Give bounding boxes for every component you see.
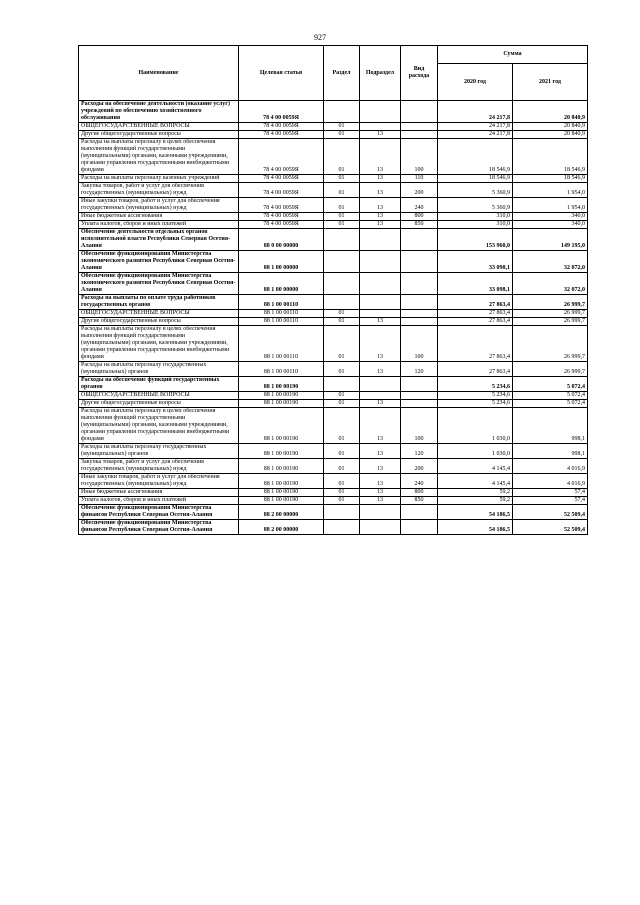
cell-target: 78 4 00 0059Я	[239, 221, 324, 229]
cell-2021: 20 840,9	[513, 123, 588, 131]
cell-name: Другие общегосударственные вопросы	[79, 400, 239, 408]
cell-target: 78 4 00 0059Я	[239, 131, 324, 139]
cell-2021: 57,4	[513, 497, 588, 505]
header-target: Целевая статья	[239, 46, 324, 101]
cell-2020: 4 145,4	[438, 474, 513, 489]
table-row	[79, 123, 588, 131]
cell-section: 01	[324, 362, 360, 377]
cell-2021: 149 195,0	[513, 229, 588, 251]
cell-name: Другие общегосударственные вопросы	[79, 131, 239, 139]
cell-expense-type: 850	[401, 221, 438, 229]
cell-name: Расходы на выплаты персоналу государственных (муниципальных) органов	[79, 362, 239, 377]
cell-target: 78 4 00 0059Я	[239, 213, 324, 221]
cell-name: Расходы на выплаты по оплате труда работников государственных органов	[79, 295, 239, 310]
table-row	[79, 520, 588, 535]
cell-name: Закупка товаров, работ и услуг для обеспечения государственных (муниципальных) нужд	[79, 459, 239, 474]
cell-2020: 27 863,4	[438, 362, 513, 377]
cell-2020: 5 360,9	[438, 183, 513, 198]
cell-section: 01	[324, 318, 360, 326]
cell-2020: 27 863,4	[438, 310, 513, 318]
cell-subsection	[360, 310, 401, 318]
cell-section: 01	[324, 139, 360, 175]
cell-section	[324, 229, 360, 251]
cell-section: 01	[324, 408, 360, 444]
cell-subsection: 13	[360, 183, 401, 198]
header-expense-type: Вид расхода	[401, 46, 438, 101]
cell-target: 88 1 00 00110	[239, 362, 324, 377]
table-body	[79, 101, 588, 535]
cell-name: Расходы на выплаты персоналу в целях обеспечения выполнения функций государственными (муниципальными) органами, казенными учреждениями, органами управления государственными внебюджетными фондами	[79, 326, 239, 362]
cell-2020: 27 863,4	[438, 295, 513, 310]
cell-expense-type	[401, 229, 438, 251]
cell-section: 01	[324, 489, 360, 497]
cell-target: 88 1 00 00000	[239, 273, 324, 295]
table-row	[79, 377, 588, 392]
budget-table	[78, 45, 588, 535]
cell-2020: 18 546,9	[438, 139, 513, 175]
cell-section	[324, 101, 360, 123]
table-row	[79, 198, 588, 213]
cell-subsection: 13	[360, 139, 401, 175]
table-row	[79, 251, 588, 273]
cell-target: 88 1 00 00110	[239, 295, 324, 310]
cell-target: 88 1 00 00190	[239, 408, 324, 444]
cell-expense-type	[401, 400, 438, 408]
cell-section: 01	[324, 459, 360, 474]
header-2021: 2021 год	[513, 64, 588, 101]
cell-expense-type	[401, 251, 438, 273]
cell-name: Обеспечение функционирования Министерства экономического развития Республики Северная Осетия-Алания	[79, 273, 239, 295]
cell-subsection: 13	[360, 489, 401, 497]
cell-target: 88 1 00 00110	[239, 310, 324, 318]
cell-section	[324, 377, 360, 392]
cell-2021: 340,0	[513, 213, 588, 221]
cell-subsection: 13	[360, 459, 401, 474]
table-row	[79, 408, 588, 444]
cell-2020: 33 098,1	[438, 273, 513, 295]
cell-expense-type	[401, 310, 438, 318]
table-row	[79, 213, 588, 221]
table-row	[79, 101, 588, 123]
table-row	[79, 489, 588, 497]
cell-2021: 20 840,9	[513, 131, 588, 139]
cell-subsection: 13	[360, 326, 401, 362]
table-row	[79, 318, 588, 326]
cell-target: 88 2 00 00000	[239, 520, 324, 535]
cell-target: 88 1 00 00190	[239, 444, 324, 459]
cell-section: 01	[324, 497, 360, 505]
cell-2021: 4 016,9	[513, 459, 588, 474]
cell-2020: 153 960,0	[438, 229, 513, 251]
cell-section: 01	[324, 198, 360, 213]
cell-subsection: 13	[360, 408, 401, 444]
cell-expense-type	[401, 318, 438, 326]
cell-target: 88 1 00 00190	[239, 392, 324, 400]
table-row	[79, 229, 588, 251]
cell-expense-type: 240	[401, 198, 438, 213]
cell-expense-type	[401, 505, 438, 520]
cell-2021: 26 999,7	[513, 310, 588, 318]
cell-target: 88 1 00 00000	[239, 251, 324, 273]
cell-subsection: 13	[360, 474, 401, 489]
table-row	[79, 326, 588, 362]
cell-name: Обеспечение функционирования Министерства экономического развития Республики Северная Осетия-Алания	[79, 251, 239, 273]
cell-expense-type	[401, 101, 438, 123]
cell-2020: 54 186,5	[438, 520, 513, 535]
cell-name: Расходы на выплаты персоналу государственных (муниципальных) органов	[79, 444, 239, 459]
cell-2020: 4 145,4	[438, 459, 513, 474]
cell-2020: 27 863,4	[438, 318, 513, 326]
cell-target: 88 1 00 00110	[239, 318, 324, 326]
cell-name: Иные бюджетные ассигнования	[79, 213, 239, 221]
cell-2020: 59,2	[438, 489, 513, 497]
cell-subsection	[360, 377, 401, 392]
cell-subsection	[360, 520, 401, 535]
table-row	[79, 362, 588, 377]
cell-expense-type: 100	[401, 139, 438, 175]
cell-2020: 27 863,4	[438, 326, 513, 362]
cell-section	[324, 520, 360, 535]
cell-section: 01	[324, 213, 360, 221]
cell-name: ОБЩЕГОСУДАРСТВЕННЫЕ ВОПРОСЫ	[79, 123, 239, 131]
cell-name: Обеспечение функционирования Министерства финансов Республики Северная Осетия-Алания	[79, 520, 239, 535]
cell-name: Расходы на обеспечение деятельности (оказание услуг) учреждений по обеспечению хозяйственного обслуживания	[79, 101, 239, 123]
table-row	[79, 295, 588, 310]
cell-2021: 18 546,9	[513, 175, 588, 183]
cell-name: Закупка товаров, работ и услуг для обеспечения государственных (муниципальных) нужд	[79, 183, 239, 198]
cell-target: 88 1 00 00190	[239, 489, 324, 497]
header-name: Наименование	[79, 46, 239, 101]
table-row	[79, 474, 588, 489]
cell-section: 01	[324, 183, 360, 198]
cell-section: 01	[324, 123, 360, 131]
cell-subsection	[360, 251, 401, 273]
cell-section: 01	[324, 326, 360, 362]
cell-target: 78 4 00 0059Я	[239, 198, 324, 213]
cell-expense-type	[401, 520, 438, 535]
cell-2020: 5 360,9	[438, 198, 513, 213]
cell-2021: 1 954,0	[513, 183, 588, 198]
cell-section: 01	[324, 310, 360, 318]
cell-subsection: 13	[360, 497, 401, 505]
cell-2021: 998,1	[513, 444, 588, 459]
cell-name: Уплата налогов, сборов и иных платежей	[79, 221, 239, 229]
cell-subsection	[360, 229, 401, 251]
cell-expense-type: 800	[401, 489, 438, 497]
cell-section	[324, 273, 360, 295]
cell-subsection	[360, 273, 401, 295]
cell-section: 01	[324, 131, 360, 139]
cell-target: 88 0 00 00000	[239, 229, 324, 251]
header-2020: 2020 год	[438, 64, 513, 101]
cell-2021: 26 999,7	[513, 326, 588, 362]
cell-subsection	[360, 101, 401, 123]
cell-section	[324, 505, 360, 520]
cell-2020: 18 546,9	[438, 175, 513, 183]
table-row	[79, 459, 588, 474]
cell-section: 01	[324, 444, 360, 459]
cell-subsection: 13	[360, 400, 401, 408]
cell-2021: 4 016,9	[513, 474, 588, 489]
header-section: Раздел	[324, 46, 360, 101]
cell-2020: 33 098,1	[438, 251, 513, 273]
cell-subsection	[360, 392, 401, 400]
cell-expense-type	[401, 123, 438, 131]
cell-2021: 26 999,7	[513, 318, 588, 326]
cell-expense-type: 110	[401, 175, 438, 183]
cell-name: ОБЩЕГОСУДАРСТВЕННЫЕ ВОПРОСЫ	[79, 310, 239, 318]
cell-target: 78 4 00 0059Я	[239, 183, 324, 198]
table-row	[79, 392, 588, 400]
cell-name: Уплата налогов, сборов и иных платежей	[79, 497, 239, 505]
cell-expense-type: 240	[401, 474, 438, 489]
cell-subsection: 13	[360, 318, 401, 326]
cell-2021: 52 509,4	[513, 520, 588, 535]
cell-target: 88 2 00 00000	[239, 505, 324, 520]
cell-expense-type: 200	[401, 183, 438, 198]
cell-2021: 1 954,0	[513, 198, 588, 213]
cell-target: 78 4 00 0059Я	[239, 123, 324, 131]
header-sum: Сумма	[438, 46, 588, 64]
cell-target: 88 1 00 00190	[239, 377, 324, 392]
cell-name: Обеспечение функционирования Министерства финансов Республики Северная Осетия-Алания	[79, 505, 239, 520]
cell-subsection: 13	[360, 444, 401, 459]
cell-subsection	[360, 295, 401, 310]
cell-name: Другие общегосударственные вопросы	[79, 318, 239, 326]
cell-name: Обеспечение деятельности отдельных органов исполнительной власти Республики Северная Осетия-Алания	[79, 229, 239, 251]
cell-2021: 5 072,4	[513, 400, 588, 408]
cell-expense-type	[401, 273, 438, 295]
cell-subsection: 13	[360, 221, 401, 229]
cell-2020: 24 217,8	[438, 123, 513, 131]
table-row	[79, 444, 588, 459]
table-row	[79, 131, 588, 139]
cell-section: 01	[324, 392, 360, 400]
cell-section: 01	[324, 474, 360, 489]
cell-section: 01	[324, 175, 360, 183]
cell-target: 88 1 00 00190	[239, 459, 324, 474]
cell-name: Расходы на выплаты персоналу казенных учреждений	[79, 175, 239, 183]
cell-2020: 59,2	[438, 497, 513, 505]
cell-target: 78 4 00 0059Я	[239, 175, 324, 183]
cell-expense-type: 100	[401, 408, 438, 444]
cell-section	[324, 251, 360, 273]
table-row	[79, 183, 588, 198]
cell-2020: 5 234,6	[438, 392, 513, 400]
cell-expense-type: 850	[401, 497, 438, 505]
cell-section: 01	[324, 400, 360, 408]
cell-expense-type	[401, 377, 438, 392]
cell-name: Иные закупки товаров, работ и услуг для обеспечения государственных (муниципальных) нужд	[79, 474, 239, 489]
cell-2020: 310,0	[438, 213, 513, 221]
cell-expense-type: 800	[401, 213, 438, 221]
cell-name: Расходы на выплаты персоналу в целях обеспечения выполнения функций государственными (муниципальными) органами, казенными учреждениями, органами управления государственными внебюджетными фондами	[79, 139, 239, 175]
cell-2020: 5 234,6	[438, 377, 513, 392]
cell-subsection	[360, 505, 401, 520]
cell-2021: 32 072,0	[513, 273, 588, 295]
table-row	[79, 139, 588, 175]
cell-2020: 1 030,0	[438, 408, 513, 444]
cell-subsection: 13	[360, 213, 401, 221]
cell-target: 88 1 00 00110	[239, 326, 324, 362]
cell-2020: 54 186,5	[438, 505, 513, 520]
cell-expense-type: 120	[401, 444, 438, 459]
cell-2021: 5 072,4	[513, 392, 588, 400]
table-row	[79, 310, 588, 318]
cell-target: 88 1 00 00190	[239, 400, 324, 408]
cell-target: 88 1 00 00190	[239, 474, 324, 489]
cell-section	[324, 295, 360, 310]
cell-expense-type: 100	[401, 326, 438, 362]
page-number: 927	[314, 33, 326, 42]
cell-2021: 998,1	[513, 408, 588, 444]
cell-2020: 24 217,8	[438, 101, 513, 123]
cell-expense-type: 200	[401, 459, 438, 474]
cell-2021: 20 840,9	[513, 101, 588, 123]
cell-expense-type	[401, 131, 438, 139]
cell-subsection	[360, 123, 401, 131]
cell-name: Иные бюджетные ассигнования	[79, 489, 239, 497]
cell-name: Иные закупки товаров, работ и услуг для обеспечения государственных (муниципальных) нужд	[79, 198, 239, 213]
cell-subsection: 13	[360, 198, 401, 213]
cell-2021: 57,4	[513, 489, 588, 497]
cell-2021: 32 072,0	[513, 251, 588, 273]
cell-subsection: 13	[360, 131, 401, 139]
cell-subsection: 13	[360, 175, 401, 183]
header-subsection: Подраздел	[360, 46, 401, 101]
cell-target: 78 4 00 0059Я	[239, 101, 324, 123]
cell-target: 78 4 00 0059Я	[239, 139, 324, 175]
cell-2021: 18 546,9	[513, 139, 588, 175]
cell-2020: 1 030,0	[438, 444, 513, 459]
cell-2020: 310,0	[438, 221, 513, 229]
cell-2021: 5 072,4	[513, 377, 588, 392]
cell-expense-type: 120	[401, 362, 438, 377]
table-row	[79, 497, 588, 505]
cell-subsection: 13	[360, 362, 401, 377]
table-row	[79, 400, 588, 408]
cell-section: 01	[324, 221, 360, 229]
cell-name: Расходы на обеспечение функций государственных органов	[79, 377, 239, 392]
cell-name: ОБЩЕГОСУДАРСТВЕННЫЕ ВОПРОСЫ	[79, 392, 239, 400]
cell-name: Расходы на выплаты персоналу в целях обеспечения выполнения функций государственными (муниципальными) органами, казенными учреждениями, органами управления государственными внебюджетными фондами	[79, 408, 239, 444]
cell-2021: 26 999,7	[513, 362, 588, 377]
cell-expense-type	[401, 295, 438, 310]
table-row	[79, 221, 588, 229]
table-row	[79, 273, 588, 295]
cell-2021: 340,0	[513, 221, 588, 229]
table-row	[79, 505, 588, 520]
cell-2021: 26 999,7	[513, 295, 588, 310]
cell-target: 88 1 00 00190	[239, 497, 324, 505]
cell-expense-type	[401, 392, 438, 400]
cell-2020: 24 217,8	[438, 131, 513, 139]
cell-2020: 5 234,6	[438, 400, 513, 408]
table-row	[79, 175, 588, 183]
cell-2021: 52 509,4	[513, 505, 588, 520]
